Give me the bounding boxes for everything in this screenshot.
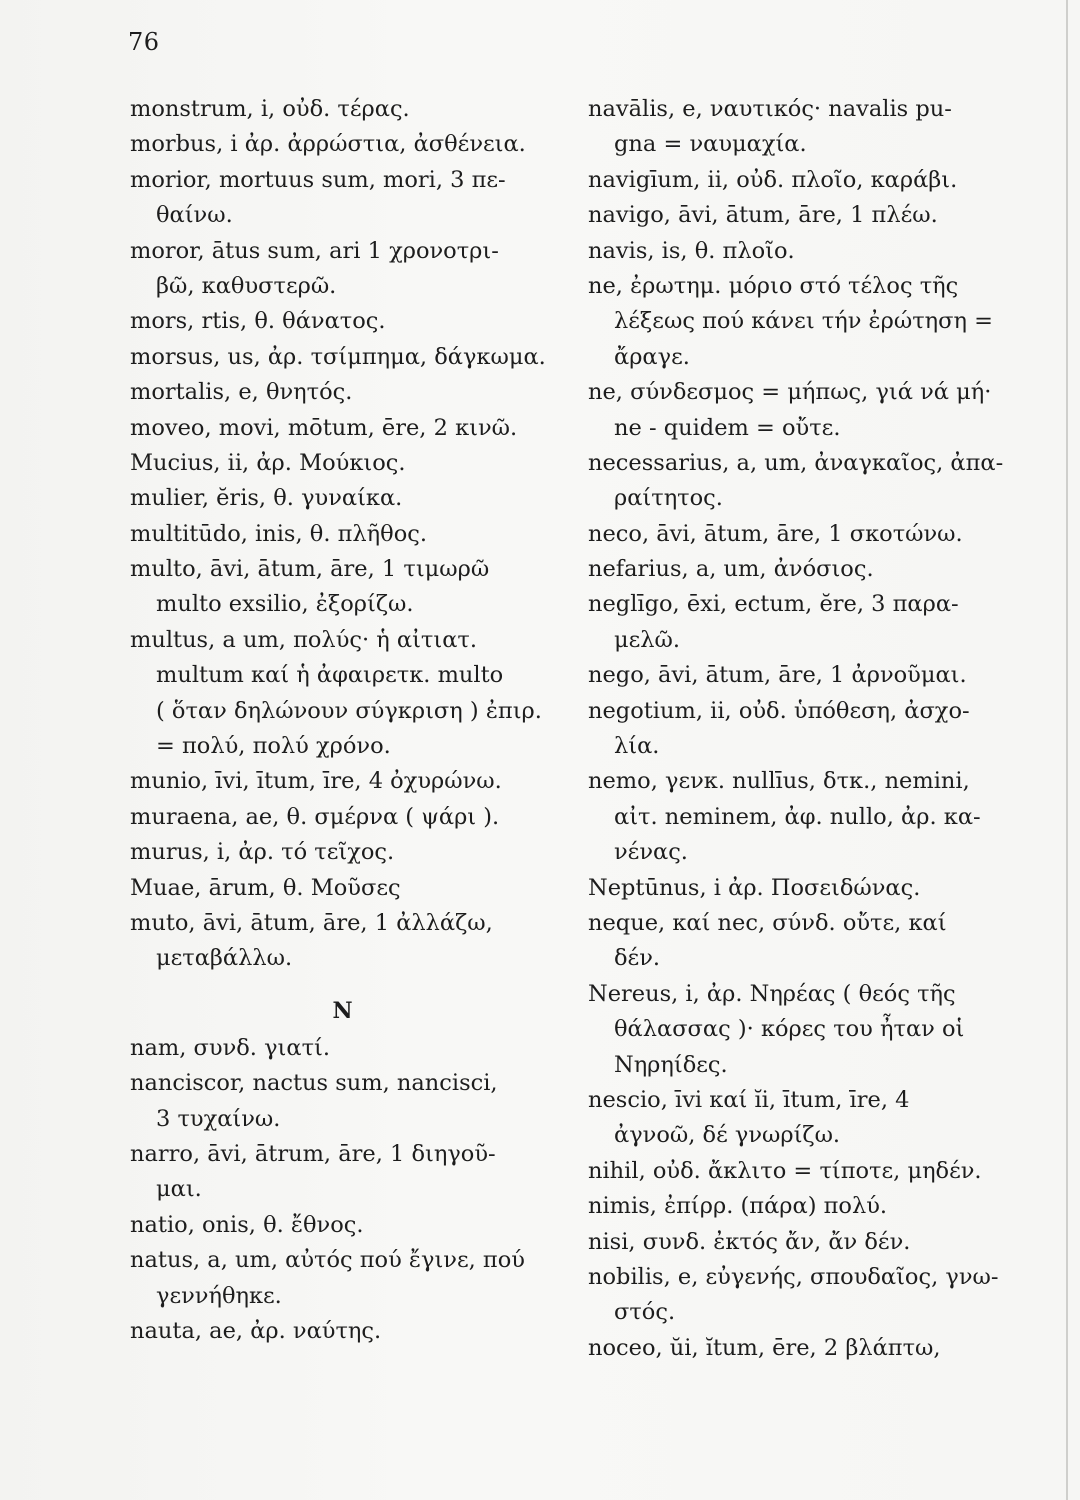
dictionary-entry-line: Mucius, ii, ἀρ. Μούκιος. [130,449,406,476]
dictionary-entry-line: Neptūnus, i ἀρ. Ποσειδώνας. [588,874,921,901]
entry-continuation-line: 3 τυχαίνω. [156,1105,281,1132]
entry-continuation-line: Νηρηίδες. [614,1051,728,1078]
entry-continuation-line: θαίνω. [156,202,233,229]
entry-continuation-line: λία. [614,733,660,760]
dictionary-entry-line: nanciscor, nactus sum, nancisci, [130,1070,498,1097]
dictionary-entry-line: neglīgo, ēxi, ectum, ĕre, 3 παρα- [588,591,959,618]
dictionary-entry-line: muraena, ae, θ. σμέρνα ( ψάρι ). [130,803,500,830]
dictionary-entry-line: morior, mortuus sum, mori, 3 πε- [130,166,506,193]
dictionary-entry-line: necessarius, a, um, ἀναγκαῖος, ἀπα- [588,449,1004,476]
dictionary-entry-line: nisi, συνδ. ἐκτός ἄν, ἄν δέν. [588,1228,911,1255]
dictionary-entry-line: ne, σύνδεσμος = μήπως, γιά νά μή· [588,379,992,406]
dictionary-entry-line: nefarius, a, um, ἀνόσιος. [588,556,874,583]
dictionary-entry-line: monstrum, i, οὐδ. τέρας. [130,96,410,122]
dictionary-entry-line: multus, a um, πολύς· ἡ αἰτιατ. [130,626,477,653]
dictionary-entry-line: multo, āvi, ātum, āre, 1 τιμωρῶ [130,556,490,583]
entry-continuation-line: στός. [614,1299,676,1326]
entry-continuation-line: ne - quidem = οὔτε. [614,414,841,441]
dictionary-entry-line: nihil, οὐδ. ἄκλιτο = τίποτε, μηδέν. [588,1157,982,1184]
entry-continuation-line: θάλασσας )· κόρες του ἦταν οἱ [614,1016,965,1043]
entry-continuation-line: λέξεως πού κάνει τήν ἐρώτηση = [614,308,993,335]
entry-continuation-line: multo exsilio, ἐξορίζω. [156,591,414,618]
dictionary-entry-line: nimis, ἐπίρρ. (πάρα) πολύ. [588,1193,888,1220]
entry-continuation-line: gna = ναυμαχία. [614,131,807,158]
dictionary-entry-line: nam, συνδ. γιατί. [130,1034,330,1061]
entry-continuation-line: δέν. [614,945,661,972]
entry-continuation-line: γεννήθηκε. [156,1282,282,1309]
right-column [588,92,1013,1366]
entry-continuation-line: μελῶ. [614,626,681,653]
dictionary-entry-line: natio, onis, θ. ἔθνος. [130,1211,364,1238]
dictionary-entry-line: Nereus, i, ἀρ. Νηρέας ( θεός τῆς [588,980,956,1007]
dictionary-entry-line: multitūdo, inis, θ. πλῆθος. [130,520,428,547]
dictionary-entry-line: neco, āvi, ātum, āre, 1 σκοτώνω. [588,520,963,547]
dictionary-entry-line: murus, i, ἀρ. τό τεῖχος. [130,839,395,866]
entry-continuation-line: ( ὅταν δηλώνουν σύγκριση ) ἐπιρ. [156,697,542,724]
entry-continuation-line: multum καί ἡ ἀφαιρετκ. multo [156,662,504,689]
entry-continuation-line: βῶ, καθυστερῶ. [156,272,337,299]
dictionary-entry-line: ne, ἐρωτημ. μόριο στό τέλος τῆς [588,272,959,299]
dictionary-entry-line: Muae, ārum, θ. Μοῦσες [130,874,401,901]
dictionary-entry-line: nauta, ae, ἀρ. ναύτης. [130,1317,382,1344]
entry-continuation-line: ἀγνοῶ, δέ γνωρίζω. [614,1122,841,1149]
dictionary-entry-line: natus, a, um, αὐτός πού ἔγινε, πού [130,1247,525,1274]
dictionary-entry-line: morsus, us, ἀρ. τσίμπημα, δάγκωμα. [130,343,546,370]
dictionary-entry-line: noceo, ŭi, ĭtum, ēre, 2 βλάπτω, [588,1334,941,1361]
dictionary-entry-line: mors, rtis, θ. θάνατος. [130,308,386,335]
section-heading: N [332,997,353,1024]
entry-continuation-line: νένας. [614,839,688,866]
dictionary-entry-line: moveo, movi, mōtum, ēre, 2 κινῶ. [130,414,518,441]
dictionary-entry-line: nobilis, e, εὐγενής, σπουδαῖος, γνω- [588,1263,999,1290]
dictionary-entry-line: mulier, ĕris, θ. γυναίκα. [130,485,403,512]
entry-continuation-line: αἰτ. neminem, ἀφ. nullo, ἀρ. κα- [614,803,981,830]
dictionary-entry-line: navis, is, θ. πλοῖο. [588,237,795,264]
dictionary-entry-line: narro, āvi, ātrum, āre, 1 διηγοῦ- [130,1140,496,1167]
dictionary-entry-line: mortalis, e, θνητός. [130,379,353,406]
dictionary-entry-line: muto, āvi, ātum, āre, 1 ἀλλάζω, [130,909,493,936]
entry-continuation-line: ἄραγε. [614,343,690,370]
dictionary-entry-line: navigo, āvi, ātum, āre, 1 πλέω. [588,202,938,229]
page-spine-edge [1066,0,1068,1500]
dictionary-entry-line: nego, āvi, ātum, āre, 1 ἀρνοῦμαι. [588,662,967,689]
dictionary-entry-line: nescio, īvi καί ĭi, ītum, īre, 4 [588,1086,910,1113]
entry-continuation-line: μεταβάλλω. [156,945,293,972]
page-number: 76 [128,28,160,56]
dictionary-entry-line: navigīum, ii, οὐδ. πλοῖο, καράβι. [588,166,958,193]
dictionary-entry-line: moror, ātus sum, ari 1 χρονοτρι- [130,237,499,264]
entry-continuation-line: μαι. [156,1176,202,1203]
left-column [130,92,555,1349]
entry-continuation-line: = πολύ, πολύ χρόνο. [156,733,391,760]
dictionary-entry-line: neque, καί nec, σύνδ. οὔτε, καί [588,909,947,936]
dictionary-entry-line: morbus, i ἀρ. ἀρρώστια, ἀσθένεια. [130,131,526,158]
dictionary-entry-line: munio, īvi, ītum, īre, 4 ὀχυρώνω. [130,768,502,795]
dictionary-entry-line: nemo, γενκ. nullīus, δτκ., nemini, [588,768,970,795]
entry-continuation-line: ραίτητος. [614,485,723,512]
dictionary-entry-line: navālis, e, ναυτικός· navalis pu- [588,96,952,122]
dictionary-entry-line: negotium, ii, οὐδ. ὑπόθεση, ἀσχο- [588,697,970,724]
